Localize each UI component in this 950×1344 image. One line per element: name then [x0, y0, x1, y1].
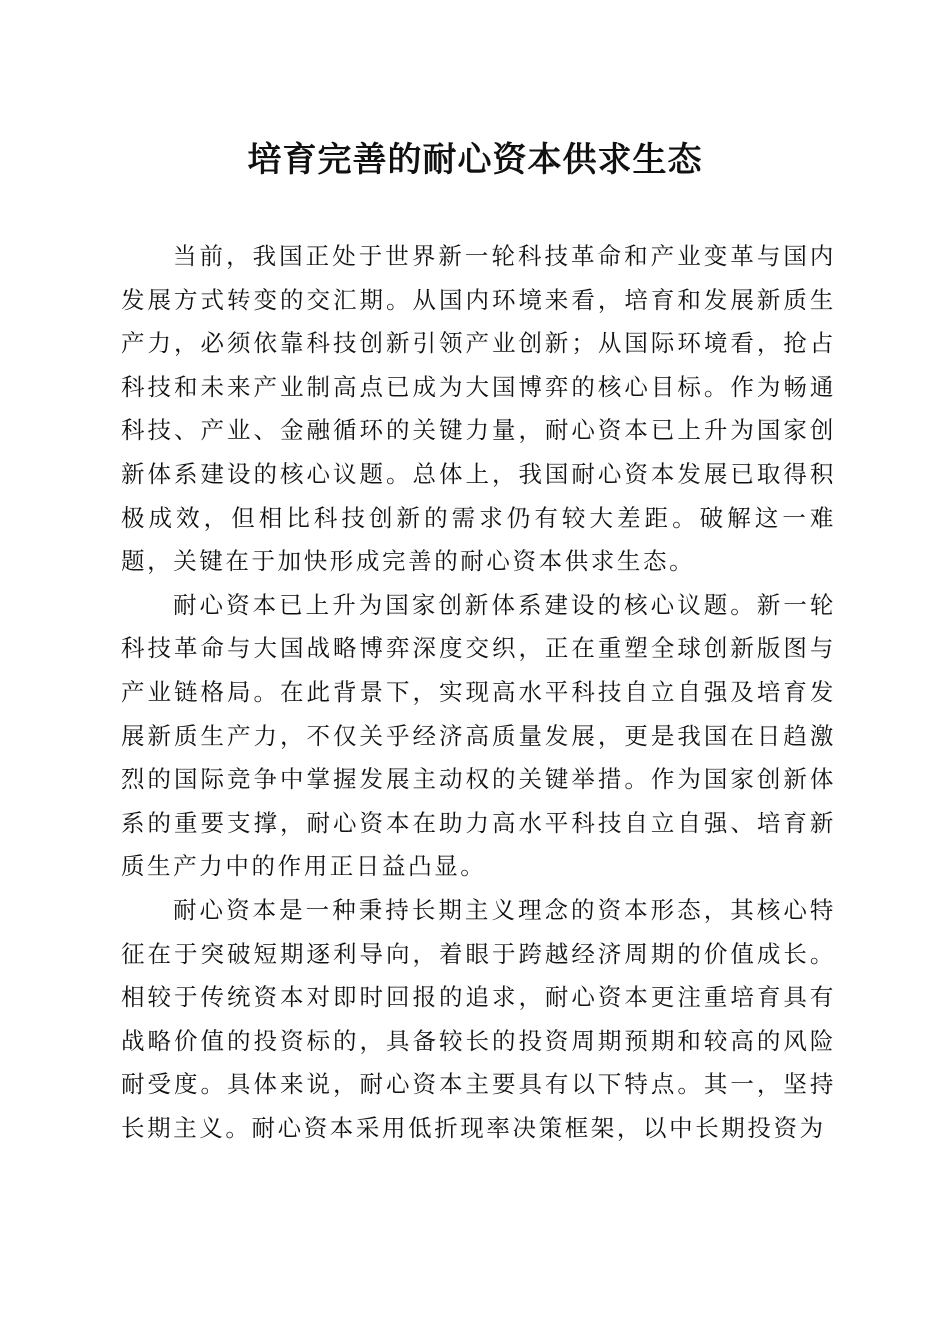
- paragraph: 耐心资本是一种秉持长期主义理念的资本形态，其核心特征在于突破短期逐利导向，着眼于跨越经济周期的价值成长。相较于传统资本对即时回报的追求，耐心资本更注重培育具有战略价值的投资标的，具备较长的投资周期预期和较高的风险耐受度。具体来说，耐心资本主要具有以下特点。其一，坚持长期主义。耐心资本采用低折现率决策框架，以中长期投资为: [121, 895, 836, 1142]
- document-title: 培育完善的耐心资本供求生态: [247, 140, 703, 180]
- paragraph: 当前，我国正处于世界新一轮科技革命和产业变革与国内发展方式转变的交汇期。从国内环境来看，培育和发展新质生产力，必须依靠科技创新引领产业创新；从国际环境看，抢占科技和未来产业制高点已成为大国博弈的核心目标。作为畅通科技、产业、金融循环的关键力量，耐心资本已上升为国家创新体系建设的核心议题。总体上，我国耐心资本发展已取得积极成效，但相比科技创新的需求仍有较大差距。破解这一难题，关键在于加快形成完善的耐心资本供求生态。: [121, 242, 836, 576]
- document-body: [121, 235, 836, 1150]
- paragraph: 耐心资本已上升为国家创新体系建设的核心议题。新一轮科技革命与大国战略博弈深度交织，正在重塑全球创新版图与产业链格局。在此背景下，实现高水平科技自立自强及培育发展新质生产力，不仅关乎经济高质量发展，更是我国在日趋激烈的国际竞争中掌握发展主动权的关键举措。作为国家创新体系的重要支撑，耐心资本在助力高水平科技自立自强、培育新质生产力中的作用正日益凸显。: [121, 590, 836, 881]
